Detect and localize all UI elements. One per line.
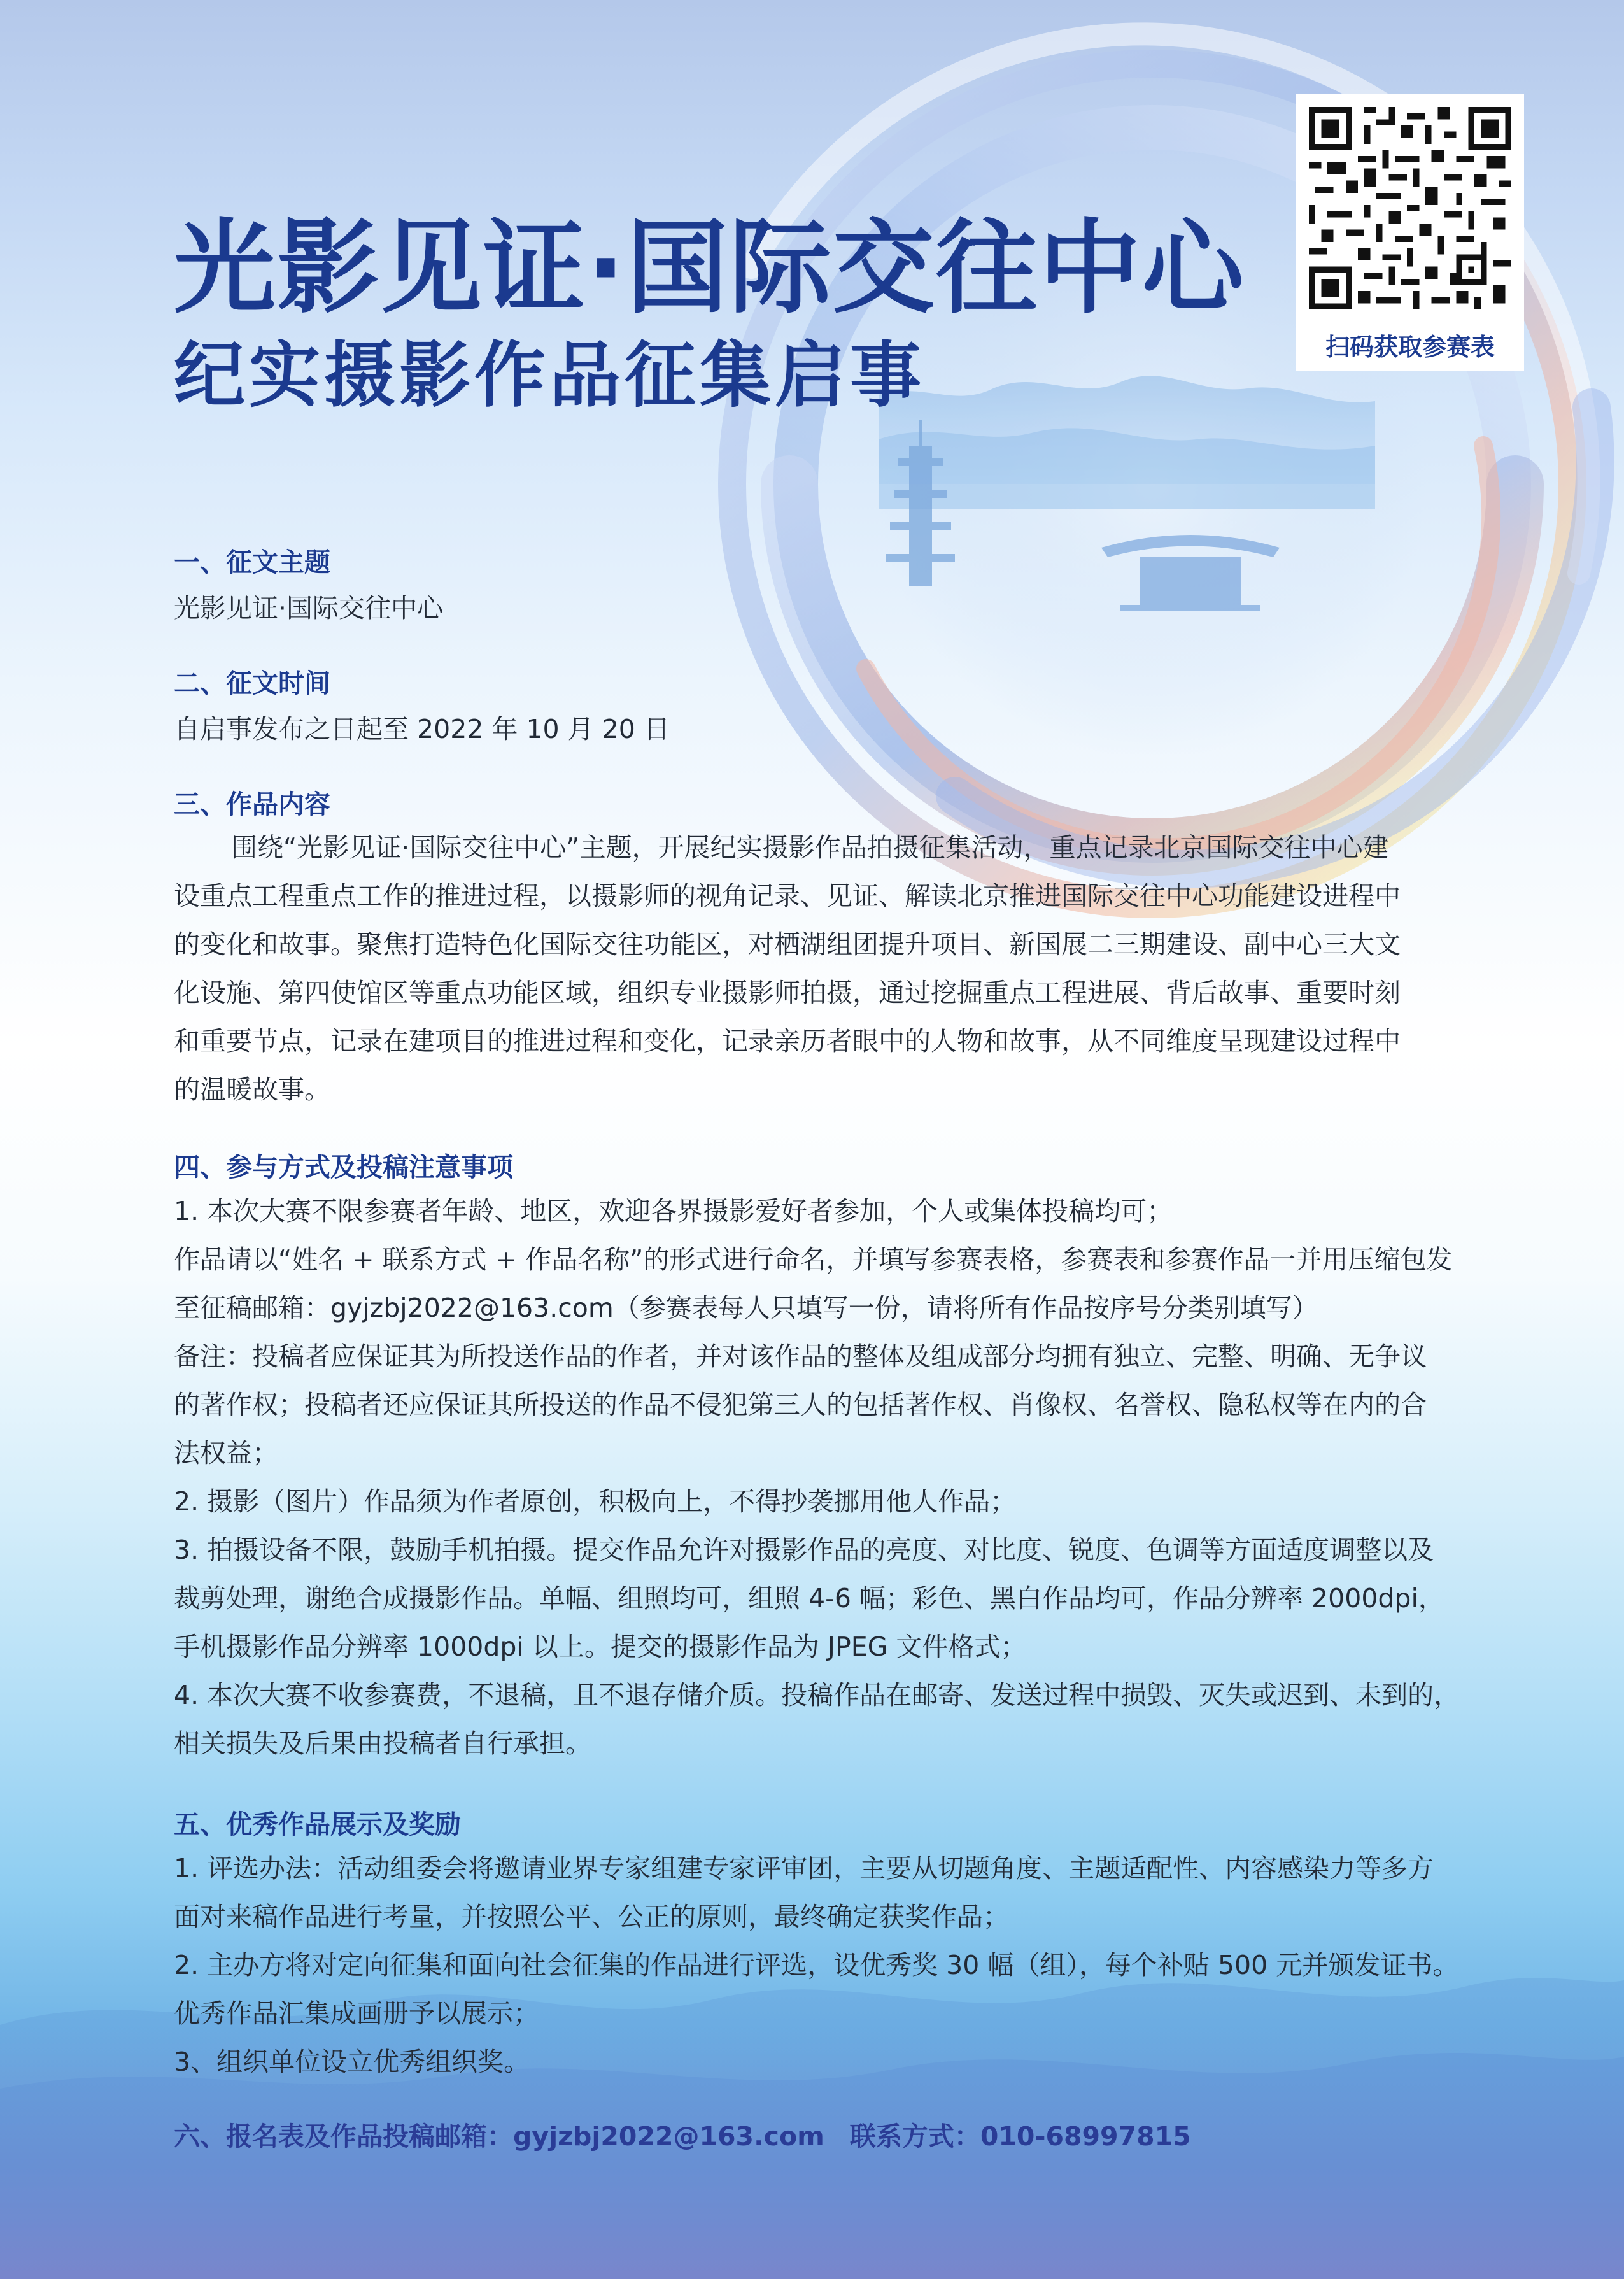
section-1-title: 一、征文主题 — [174, 547, 330, 578]
section-3-line: 化设施、第四使馆区等重点功能区域，组织专业摄影师拍摄，通过挖掘重点工程进展、背后故事、重要时刻 — [174, 977, 1401, 1008]
section-4-line: 备注：投稿者应保证其为所投送作品的作者，并对该作品的整体及组成部分均拥有独立、完整、明确、无争议 — [174, 1341, 1427, 1372]
section-3-line: 围绕“光影见证·国际交往中心”主题，开展纪实摄影作品拍摄征集活动，重点记录北京国际交往中心建 — [231, 832, 1389, 863]
section-3-title: 三、作品内容 — [174, 789, 330, 820]
section-2-title: 二、征文时间 — [174, 668, 330, 699]
qr-code-icon — [1309, 107, 1511, 309]
section-4-line: 4. 本次大赛不收参赛费，不退稿，且不退存储介质。投稿作品在邮寄、发送过程中损毁、灭失或迟到、未到的， — [174, 1680, 1460, 1710]
section-3-body — [174, 823, 1453, 1114]
section-5-line: 优秀作品汇集成画册予以展示； — [174, 1998, 539, 2029]
section-4-line: 2. 摄影（图片）作品须为作者原创，积极向上，不得抄袭挪用他人作品； — [174, 1486, 1017, 1517]
section-5-line: 面对来稿作品进行考量，并按照公平、公正的原则，最终确定获奖作品； — [174, 1901, 1009, 1932]
submission-contact-line — [174, 2115, 1191, 2153]
section-5-line: 3、组织单位设立优秀组织奖。 — [174, 2047, 530, 2077]
section-4-line: 的著作权；投稿者还应保证其所投送的作品不侵犯第三人的包括著作权、肖像权、名誉权、隐私权等在内的合 — [174, 1389, 1427, 1420]
section-4-line: 法权益； — [174, 1438, 278, 1468]
section-3-line: 和重要节点，记录在建项目的推进过程和变化，记录亲历者眼中的人物和故事，从不同维度呈现建设过程中 — [174, 1026, 1401, 1056]
section-3-line: 设重点工程重点工作的推进过程，以摄影师的视角记录、见证、解读北京推进国际交往中心功能建设进程中 — [174, 881, 1401, 911]
section-3-line: 的温暖故事。 — [174, 1074, 330, 1105]
page-subtitle: 纪实摄影作品征集启事 — [174, 334, 925, 417]
section-3-line: 的变化和故事。聚焦打造特色化国际交往功能区，对栖湖组团提升项目、新国展二三期建设、副中心三大文 — [174, 929, 1401, 960]
section-4-line: 3. 拍摄设备不限，鼓励手机拍摄。提交作品允许对摄影作品的亮度、对比度、锐度、色调等方面适度调整以及 — [174, 1535, 1434, 1565]
section-1-text: 光影见证·国际交往中心 — [174, 593, 444, 623]
section-4-line: 手机摄影作品分辨率 1000dpi 以上。提交的摄影作品为 JPEG 文件格式； — [174, 1631, 1027, 1662]
section-4-line: 至征稿邮箱：gyjzbj2022@163.com（参赛表每人只填写一份，请将所有作品按序号分类别填写） — [174, 1293, 1318, 1323]
section-5-title: 五、优秀作品展示及奖励 — [174, 1809, 461, 1840]
section-5-line: 2. 主办方将对定向征集和面向社会征集的作品进行评选，设优秀奖 30 幅（组），每个补贴 500 元并颁发证书。 — [174, 1950, 1459, 1980]
page-title: 光影见证·国际交往中心 — [174, 208, 1245, 327]
section-4-body — [174, 1187, 1460, 1768]
section-4-line: 1. 本次大赛不限参赛者年龄、地区，欢迎各界摄影爱好者参加，个人或集体投稿均可； — [174, 1196, 1173, 1226]
section-4-line: 裁剪处理，谢绝合成摄影作品。单幅、组照均可，组照 4-6 幅；彩色、黑白作品均可，作品分辨率 2000dpi， — [174, 1583, 1444, 1614]
contact-phone[interactable]: 联系方式：010-68997815 — [849, 2121, 1191, 2152]
section-2-text: 自启事发布之日起至 2022 年 10 月 20 日 — [174, 714, 670, 744]
qr-code-card[interactable] — [1296, 94, 1524, 371]
section-5-body — [174, 1844, 1459, 2086]
section-2-body — [174, 705, 1453, 753]
section-5-line: 1. 评选办法：活动组委会将邀请业界专家组建专家评审团，主要从切题角度、主题适配性、内容感染力等多方 — [174, 1853, 1434, 1884]
section-4-line: 相关损失及后果由投稿者自行承担。 — [174, 1728, 591, 1759]
section-4-title: 四、参与方式及投稿注意事项 — [174, 1152, 513, 1182]
section-1-body — [174, 584, 1453, 632]
submission-email[interactable]: 六、报名表及作品投稿邮箱：gyjzbj2022@163.com — [174, 2121, 824, 2152]
section-4-line: 作品请以“姓名 + 联系方式 + 作品名称”的形式进行命名，并填写参赛表格，参赛表和参赛作品一并用压缩包发 — [174, 1244, 1453, 1275]
qr-caption: 扫码获取参赛表 — [1325, 333, 1495, 361]
